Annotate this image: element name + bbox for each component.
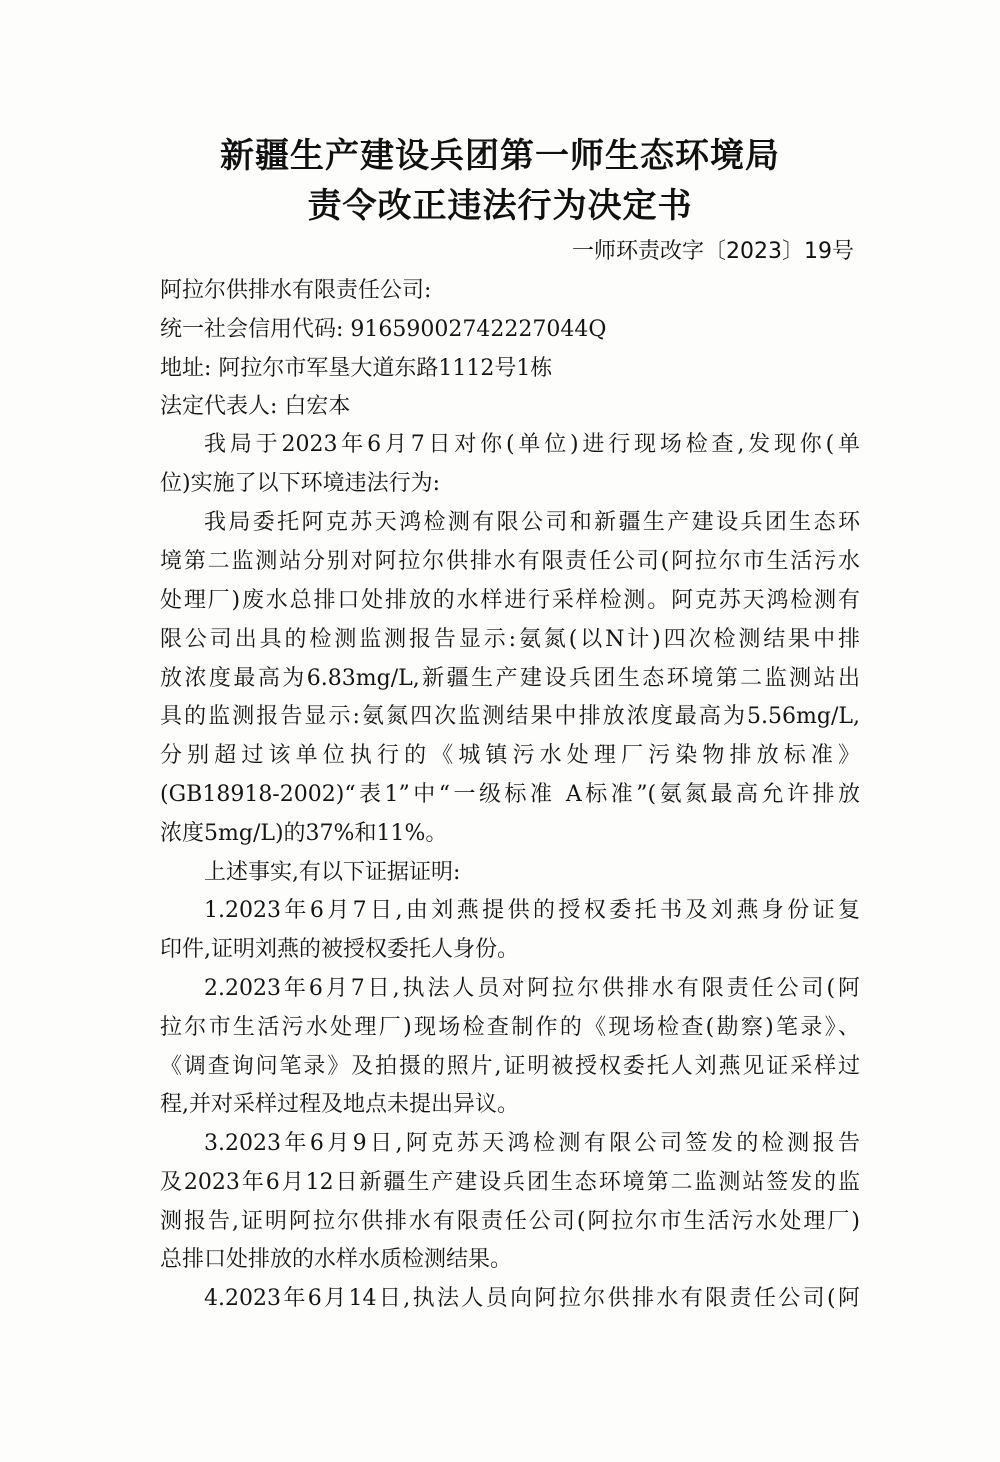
recipient-name: 阿拉尔供排水有限责任公司:	[160, 278, 432, 303]
body-line: 4.2023年6月14日,执法人员向阿拉尔供排水有限责任公司(阿	[204, 1286, 860, 1311]
address: 地址: 阿拉尔市军垦大道东路1112号1栋	[160, 356, 553, 381]
credit-code: 统一社会信用代码: 91659002742227044Q	[160, 317, 607, 342]
body-line: 上述事实,有以下证据证明:	[204, 860, 461, 885]
body-line: 《调查询问笔录》及拍摄的照片,证明被授权委托人刘燕见证采样过	[160, 1054, 860, 1079]
body-line: (GB18918-2002)“表1”中“一级标准 A标准”(氨氮最高允许排放	[160, 782, 860, 807]
body-line: 限公司出具的检测监测报告显示:氨氮(以N计)四次检测结果中排	[160, 627, 860, 652]
body-line: 总排口处排放的水样水质检测结果。	[160, 1247, 513, 1272]
body-line: 及2023年6月12日新疆生产建设兵团生态环境第二监测站签发的监	[160, 1170, 860, 1195]
document-title-line1: 新疆生产建设兵团第一师生态环境局	[220, 136, 780, 176]
body-line: 我局委托阿克苏天鸿检测有限公司和新疆生产建设兵团生态环	[204, 510, 860, 535]
body-line: 拉尔市生活污水处理厂)现场检查制作的《现场检查(勘察)笔录》、	[160, 1015, 860, 1040]
body-line: 境第二监测站分别对阿拉尔供排水有限责任公司(阿拉尔市生活污水	[160, 549, 860, 574]
body-line: 测报告,证明阿拉尔供排水有限责任公司(阿拉尔市生活污水处理厂)	[160, 1209, 860, 1234]
document-title-line2: 责令改正违法行为决定书	[307, 186, 693, 226]
body-line: 程,并对采样过程及地点未提出异议。	[160, 1092, 519, 1117]
body-line: 放浓度最高为6.83mg/L,新疆生产建设兵团生态环境第二监测站出	[160, 666, 860, 691]
legal-representative: 法定代表人: 白宏本	[160, 394, 351, 419]
body-line: 处理厂)废水总排口处排放的水样进行采样检测。阿克苏天鸿检测有	[160, 588, 860, 613]
document-number: 一师环责改字〔2023〕19号	[572, 239, 854, 264]
body-line: 浓度5mg/L)的37%和11%。	[160, 821, 448, 846]
body-line: 位)实施了以下环境违法行为:	[160, 471, 440, 496]
body-line: 1.2023年6月7日,由刘燕提供的授权委托书及刘燕身份证复	[204, 898, 860, 923]
body-line: 2.2023年6月7日,执法人员对阿拉尔供排水有限责任公司(阿	[204, 976, 860, 1001]
body-line: 具的监测报告显示:氨氮四次监测结果中排放浓度最高为5.56mg/L,	[160, 704, 860, 729]
body-line: 3.2023年6月9日,阿克苏天鸿检测有限公司签发的检测报告	[204, 1131, 860, 1156]
body-line: 印件,证明刘燕的被授权委托人身份。	[160, 937, 519, 962]
body-line: 分别超过该单位执行的《城镇污水处理厂污染物排放标准》	[160, 743, 860, 768]
body-line: 我局于2023年6月7日对你(单位)进行现场检查,发现你(单	[204, 432, 860, 457]
